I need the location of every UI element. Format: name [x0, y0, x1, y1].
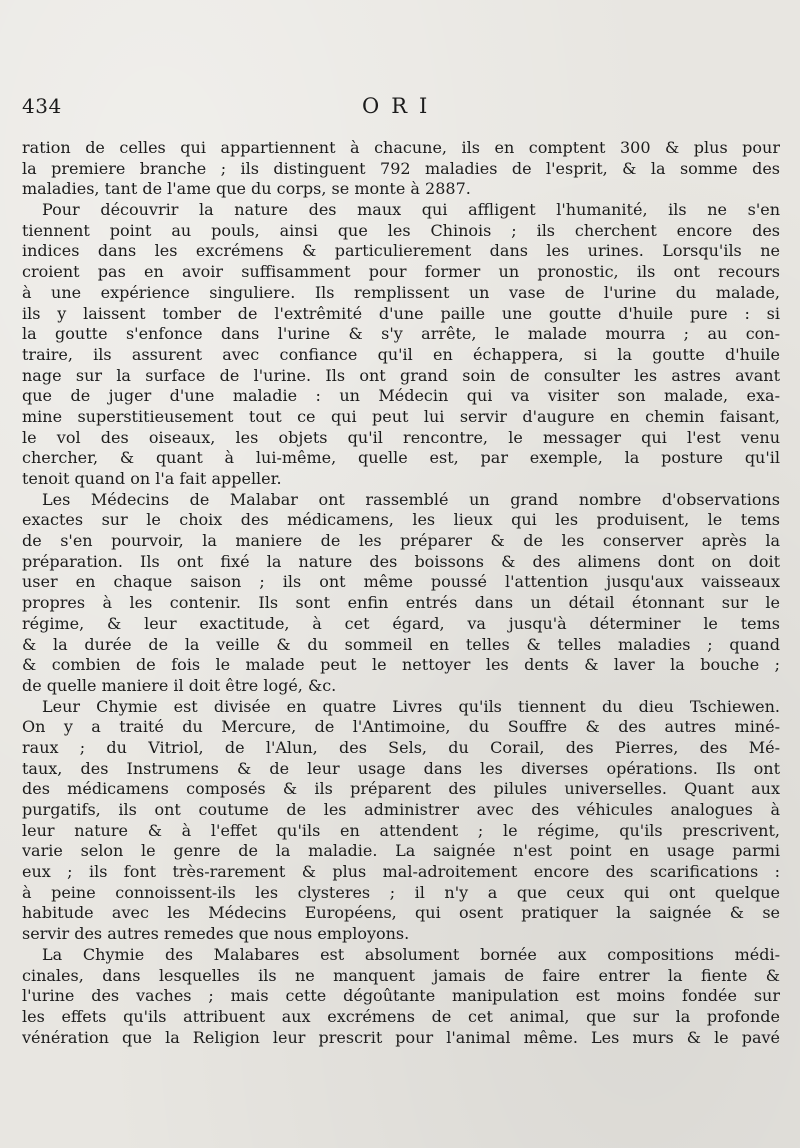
text-line: maladies, tant de l'ame que du corps, se monte à 2887. — [22, 179, 471, 199]
text-line: ration de celles qui appartiennent à chacune, ils en comptent 300 & plus pour — [22, 138, 780, 157]
text-line: habitude avec les Médecins Européens, qui osent pratiquer la saignée & se — [22, 903, 780, 923]
text-line: & la durée de la veille & du sommeil en telles & telles maladies ; quand — [22, 634, 780, 654]
text-line: régime, & leur exactitude, à cet égard, va jusqu'à déterminer le tems — [22, 613, 780, 633]
text-line: chercher, & quant à lui-même, quelle est, par exemple, la posture qu'il — [22, 448, 780, 468]
text-line: Leur Chymie est divisée en quatre Livres qu'ils tiennent du dieu Tschiewen. — [42, 696, 780, 716]
text-line: cinales, dans lesquelles ils ne manquent jamais de faire entrer la fiente & — [22, 965, 780, 985]
text-line: varie selon le genre de la maladie. La saignée n'est point en usage parmi — [22, 841, 780, 861]
text-line: propres à les contenir. Ils sont enfin entrés dans un détail étonnant sur le — [22, 593, 780, 613]
text-line: l'urine des vaches ; mais cette dégoûtante manipulation est moins fondée sur — [22, 986, 780, 1006]
running-head-title: ORI — [362, 94, 440, 118]
text-line: croient pas en avoir suffisamment pour former un pronostic, ils ont recours — [22, 262, 780, 282]
text-line: leur nature & à l'effet qu'ils en attendent ; le régime, qu'ils prescrivent, — [22, 820, 780, 840]
text-line: Les Médecins de Malabar ont rassemblé un grand nombre d'observations — [42, 489, 780, 509]
text-line: raux ; du Vitriol, de l'Alun, des Sels, du Corail, des Pierres, des Mé- — [22, 737, 780, 757]
paragraph — [22, 697, 780, 945]
text-line: vénération que la Religion leur prescrit pour l'animal même. Les murs & le pavé — [22, 1027, 780, 1047]
text-line: & combien de fois le malade peut le nettoyer les dents & laver la bouche ; — [22, 655, 780, 675]
text-line: mine superstitieusement tout ce qui peut lui servir d'augure en chemin faisant, — [22, 406, 780, 426]
text-line: la premiere branche ; ils distinguent 792 maladies de l'esprit, & la somme des — [22, 158, 780, 178]
body-text — [22, 138, 780, 1048]
text-line: la goutte s'enfonce dans l'urine & s'y arrête, le malade mourra ; au con- — [22, 324, 780, 344]
text-line: La Chymie des Malabares est absolument bornée aux compositions médi- — [42, 944, 780, 964]
text-line: ils y laissent tomber de l'extrêmité d'une paille une goutte d'huile pure : si — [22, 303, 780, 323]
paragraph — [22, 200, 780, 490]
paragraph — [22, 490, 780, 697]
text-line: On y a traité du Mercure, de l'Antimoine, du Souffre & des autres miné- — [22, 717, 780, 737]
paragraph — [22, 138, 780, 200]
text-line: Pour découvrir la nature des maux qui affligent l'humanité, ils ne s'en — [42, 200, 780, 220]
text-line: tiennent point au pouls, ainsi que les Chinois ; ils cherchent encore des — [22, 220, 780, 240]
text-line: à peine connoissent-ils les clysteres ; il n'y a que ceux qui ont quelque — [22, 882, 780, 902]
text-line: exactes sur le choix des médicamens, les lieux qui les produisent, le tems — [22, 510, 780, 530]
text-line: des médicamens composés & ils préparent des pilules universelles. Quant aux — [22, 779, 780, 799]
text-line: indices dans les excrémens & particulierement dans les urines. Lorsqu'ils ne — [22, 241, 780, 261]
text-line: que de juger d'une maladie : un Médecin qui va visiter son malade, exa- — [22, 386, 780, 406]
text-line: traire, ils assurent avec confiance qu'il en échappera, si la goutte d'huile — [22, 344, 780, 364]
text-line: user en chaque saison ; ils ont même poussé l'attention jusqu'aux vaisseaux — [22, 572, 780, 592]
paragraph — [22, 945, 780, 1048]
text-line: tenoit quand on l'a fait appeller. — [22, 469, 282, 488]
text-line: purgatifs, ils ont coutume de les administrer avec des véhicules analogues à — [22, 800, 780, 819]
text-line: de s'en pourvoir, la maniere de les préparer & de les conserver après la — [22, 531, 780, 551]
text-line: taux, des Instrumens & de leur usage dans les diverses opérations. Ils ont — [22, 758, 780, 778]
text-line: le vol des oiseaux, les objets qu'il rencontre, le messager qui l'est venu — [22, 427, 780, 447]
text-line: à une expérience singuliere. Ils remplissent un vase de l'urine du malade, — [22, 282, 780, 302]
running-head — [22, 94, 780, 128]
text-line: de quelle maniere il doit être logé, &c. — [22, 675, 337, 695]
text-line: eux ; ils font très-rarement & plus mal-adroitement encore des scarifications : — [22, 862, 780, 882]
text-line: servir des autres remedes que nous employons. — [22, 924, 410, 944]
text-line: préparation. Ils ont fixé la nature des boissons & des alimens dont on doit — [22, 551, 780, 571]
page-number: 434 — [22, 94, 62, 118]
text-line: nage sur la surface de l'urine. Ils ont grand soin de consulter les astres avant — [22, 365, 780, 385]
text-line: les effets qu'ils attribuent aux excrémens de cet animal, que sur la profonde — [22, 1006, 780, 1026]
